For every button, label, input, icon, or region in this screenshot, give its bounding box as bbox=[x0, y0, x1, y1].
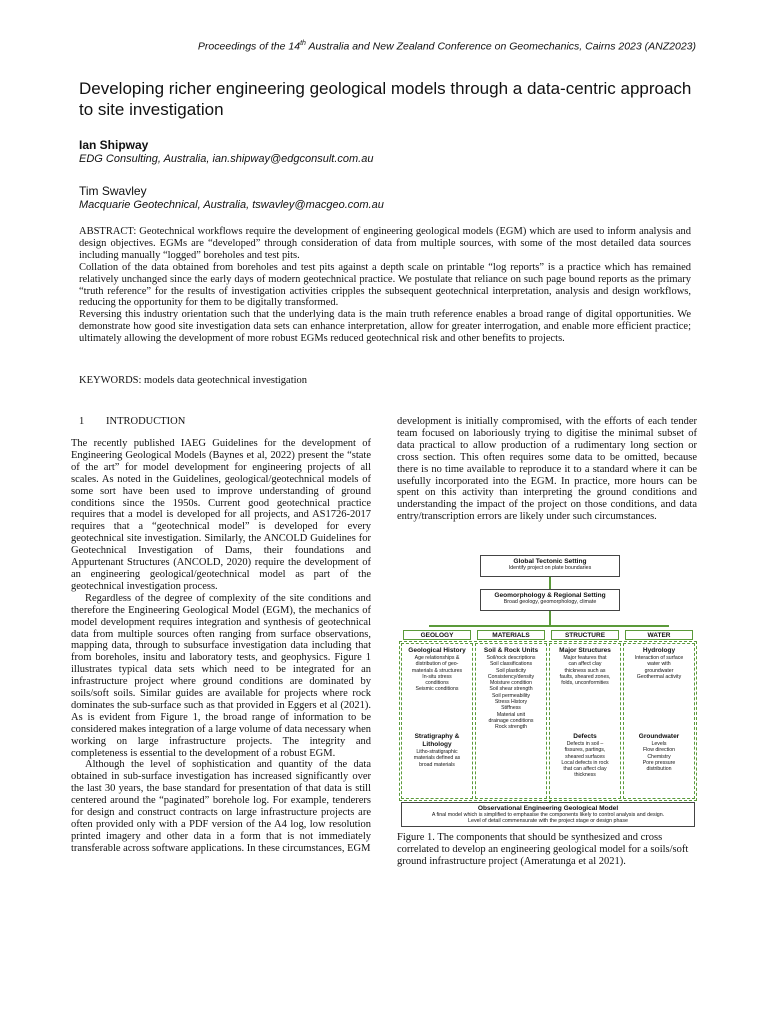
column-head-materials: MATERIALS bbox=[477, 630, 545, 640]
abstract-paragraph: Collation of the data obtained from boreholes and test pits against a depth scale on printable “log reports” is a practice which has remained relatively unchanged since the early days of modern geotechnical practice. We postulate that reliance on such page bound reports as the primary “truth reference” for the results of investigation activities cripples the subsequent geotechnical interpretation, analysis and design workflows, reducing the opportunity for them to be digitally transformed. bbox=[79, 261, 691, 309]
figure-caption: Figure 1. The components that should be synthesized and cross correlated to develop an engineering geological model for a soils/soft ground infrastructure project (Ameratunga et al 2021). bbox=[397, 832, 689, 867]
cell-title: Groundwater bbox=[638, 733, 680, 740]
author-name-1: Ian Shipway bbox=[79, 138, 149, 152]
cell-line: Litho-stratigraphic bbox=[416, 749, 458, 755]
box-title: Observational Engineering Geological Model bbox=[477, 805, 619, 812]
body-paragraph: Regardless of the degree of complexity of the site conditions and therefore the Engineering Geological Model (EGM), the mechanics of model development requires integration and synthesis of geotechnical data from multiple sources often ranging from surface observations, mapping data, through to subsurface investigation data including that from boreholes, insitu and laboratory tests, and geophysics. Figure 1 illustrates typical data sets which need to be integrated for an infrastructure project where ground conditions are dominated by soils/soft soils. Similar guides are available for projects where rock dominates the sub-surface such as that provided in Eggers et al (2021). As is evident from Figure 1, the broad range of information to be considered makes integration of a large volume of data necessary when working on large infrastructure projects. The integrity and completeness is essential to the development of a robust EGM. bbox=[71, 592, 371, 759]
cell-line: distribution bbox=[646, 766, 672, 773]
cell-line: Consistency/density bbox=[487, 673, 535, 680]
abstract bbox=[79, 226, 691, 345]
cell-line: Chemistry bbox=[647, 753, 671, 760]
cell-line: Soil plasticity bbox=[496, 667, 526, 674]
box-title: Global Tectonic Setting bbox=[513, 558, 587, 565]
cell-line: In-situ stress bbox=[422, 673, 452, 680]
cell-line: thickness such as bbox=[564, 667, 606, 674]
connector-bar bbox=[429, 625, 669, 627]
cell-title: Soil & Rock Units bbox=[483, 647, 539, 654]
cell-line: that can affect clay bbox=[563, 766, 607, 773]
cell-title: Hydrology bbox=[642, 647, 676, 654]
cell-line: Soil/rock descriptions bbox=[486, 655, 536, 661]
paper-title: Developing richer engineering geological models through a data-centric approach to site investigation bbox=[79, 79, 692, 119]
cell-line: Stress History bbox=[494, 699, 528, 706]
cell-title: Defects bbox=[573, 733, 597, 740]
cell-line: Geothermal activity bbox=[636, 673, 682, 680]
cell-line: Stiffness bbox=[501, 705, 521, 712]
geological-history-cell bbox=[403, 647, 471, 693]
cell-line: Flow direction bbox=[642, 747, 675, 754]
global-tectonic-box bbox=[480, 555, 620, 577]
cell-line: Major features that bbox=[563, 655, 607, 661]
body-paragraph: The recently published IAEG Guidelines for the development of Engineering Geological Models (Baynes et al, 2022) present the “state of the art” for model development for engineering projects of all scales. As noted in the Guidelines, geological/geotechnical models of some sort have been used to improve understanding of ground conditions since the 1950s. Current good geotechnical practice requires that a model is developed for all projects, and AS1726-2017 requires that a “geotechnical model” is developed for every geotechnical site investigation. Similarly, the ANCOLD Guidelines for Geotechnical Investigation of Dams, their foundations and Appurtenant Structures (ANCOLD, 2020) require the development of an engineering geological/geotechnical model as part of the geotechnical investigation process. bbox=[71, 438, 371, 592]
hydrology-cell bbox=[625, 647, 693, 680]
cell-line: drainage conditions bbox=[488, 717, 534, 724]
cell-line: can affect clay bbox=[568, 661, 602, 668]
stratigraphy-cell bbox=[403, 733, 471, 768]
running-head: Proceedings of the 14th Australia and New Zealand Conference on Geomechanics, Cairns 2023 (ANZ2023) bbox=[197, 40, 696, 53]
box-subtitle: Identify project on plate boundaries bbox=[508, 565, 592, 571]
soil-rock-units-cell bbox=[477, 647, 545, 731]
cell-title: Major Structures bbox=[559, 647, 611, 654]
cell-line: Defects in soil – bbox=[566, 741, 604, 747]
cell-line: fissures, partings, bbox=[564, 747, 606, 754]
cell-line: materials & structures bbox=[411, 667, 463, 674]
column-head-water: WATER bbox=[625, 630, 693, 640]
cell-title: Stratigraphy & bbox=[414, 733, 460, 740]
cell-line: Age relationships & bbox=[414, 655, 460, 661]
body-paragraph: development is initially compromised, with the efforts of each tender team focused on laboriously trying to digitise the minimal subset of data practical to allow production of a rudimentary long section or cross section. This often requires some data to be omitted, because there is no time available to reproduce it to a standard where it can be usefully incorporated into the EGM. In practice, more hours can be spent on this activity than interpreting the ground conditions and understanding the impact of the project on those conditions, and data entry/transcription errors are likely under such circumstances. bbox=[397, 416, 697, 523]
cell-title: Geological History bbox=[408, 647, 466, 654]
cell-line: Moisture condition bbox=[489, 680, 533, 687]
abstract-paragraph: ABSTRACT: Geotechnical workflows require the development of engineering geological models (EGM) which are used to inform analysis and design objectives. EGMs are “developed” through consideration of data from multiple sources, with some of the most detailed data sources including manually “logged” boreholes and test pits. bbox=[79, 226, 691, 261]
groundwater-cell bbox=[625, 733, 693, 772]
cell-line: Levels bbox=[651, 741, 667, 747]
author-affiliation-2: Macquarie Geotechnical, Australia, tswavley@macgeo.com.au bbox=[79, 199, 384, 211]
cell-line: Seismic conditions bbox=[415, 686, 459, 693]
author-affiliation-1: EDG Consulting, Australia, ian.shipway@edgconsult.com.au bbox=[79, 153, 374, 165]
defects-cell bbox=[551, 733, 619, 779]
abstract-paragraph: Reversing this industry orientation such that the underlying data is the main truth reference enables a broad range of digital opportunities. We demonstrate how good site investigation data sets can enhance interpretation, allow for greater interrogation, and enable more efficient practice; ultimately allowing the development of more robust EGMs reduced geotechnical risk and other benefits to projects. bbox=[79, 309, 691, 345]
box-subtitle: Broad geology, geomorphology, climate bbox=[503, 599, 597, 605]
box-line: A final model which is simplified to emphasise the components likely to control analysis and design. bbox=[431, 812, 665, 818]
cell-line: Material unit bbox=[496, 711, 526, 718]
major-structures-cell bbox=[551, 647, 619, 686]
cell-line: groundwater bbox=[644, 667, 674, 674]
left-column bbox=[71, 438, 371, 855]
body-paragraph: Although the level of sophistication and quantity of the data obtained in sub-surface investigation has increased significantly over the last 30 years, the base standard for presentation of that data is still centered around the “paginated” borehole log. For example, tenderers for design and construct contracts on large infrastructure projects are often provided only with a PDF version of the A4 log, low resolution printed imagery and other data in a form that is not immediately transferable across software applications. In these circumstances, EGM bbox=[71, 759, 371, 854]
cell-line: folds, unconformities bbox=[561, 680, 609, 687]
geomorphology-box bbox=[480, 589, 620, 611]
section-number: 1 bbox=[79, 416, 85, 427]
connector-arrow bbox=[549, 577, 551, 589]
cell-line: water with bbox=[647, 661, 671, 668]
cell-line: sheared surfaces bbox=[565, 753, 605, 760]
box-title: Geomorphology & Regional Setting bbox=[494, 592, 606, 599]
cell-line: materials defined as bbox=[413, 755, 461, 762]
cell-line: Local defects in rock bbox=[561, 759, 609, 766]
cell-line: faults, sheared zones, bbox=[559, 673, 611, 680]
box-line: Level of detail commensurate with the project stage or design phase bbox=[468, 818, 628, 825]
keywords: KEYWORDS: models data geotechnical investigation bbox=[79, 375, 308, 386]
cell-line: Soil permeability bbox=[491, 692, 531, 699]
cell-line: Soil classifications bbox=[489, 661, 533, 668]
section-title: INTRODUCTION bbox=[106, 416, 186, 427]
cell-line: thickness bbox=[574, 772, 596, 779]
cell-line: Interaction of surface bbox=[634, 655, 684, 661]
column-head-geology: GEOLOGY bbox=[403, 630, 471, 640]
section-heading bbox=[79, 416, 185, 427]
cell-line: Soil shear strength bbox=[489, 686, 533, 693]
column-head-structure: STRUCTURE bbox=[551, 630, 619, 640]
cell-title: Lithology bbox=[422, 741, 452, 748]
cell-line: Pore pressure bbox=[642, 759, 676, 766]
right-column bbox=[397, 416, 697, 523]
cell-line: broad materials bbox=[419, 761, 455, 768]
connector-arrow bbox=[549, 611, 551, 625]
observational-egm-box bbox=[401, 802, 695, 827]
cell-line: Rock strength bbox=[494, 724, 527, 731]
author-name-2: Tim Swavley bbox=[79, 184, 147, 198]
cell-line: distribution of geo- bbox=[415, 661, 459, 668]
cell-line: conditions bbox=[425, 680, 449, 687]
figure-1 bbox=[397, 549, 697, 827]
